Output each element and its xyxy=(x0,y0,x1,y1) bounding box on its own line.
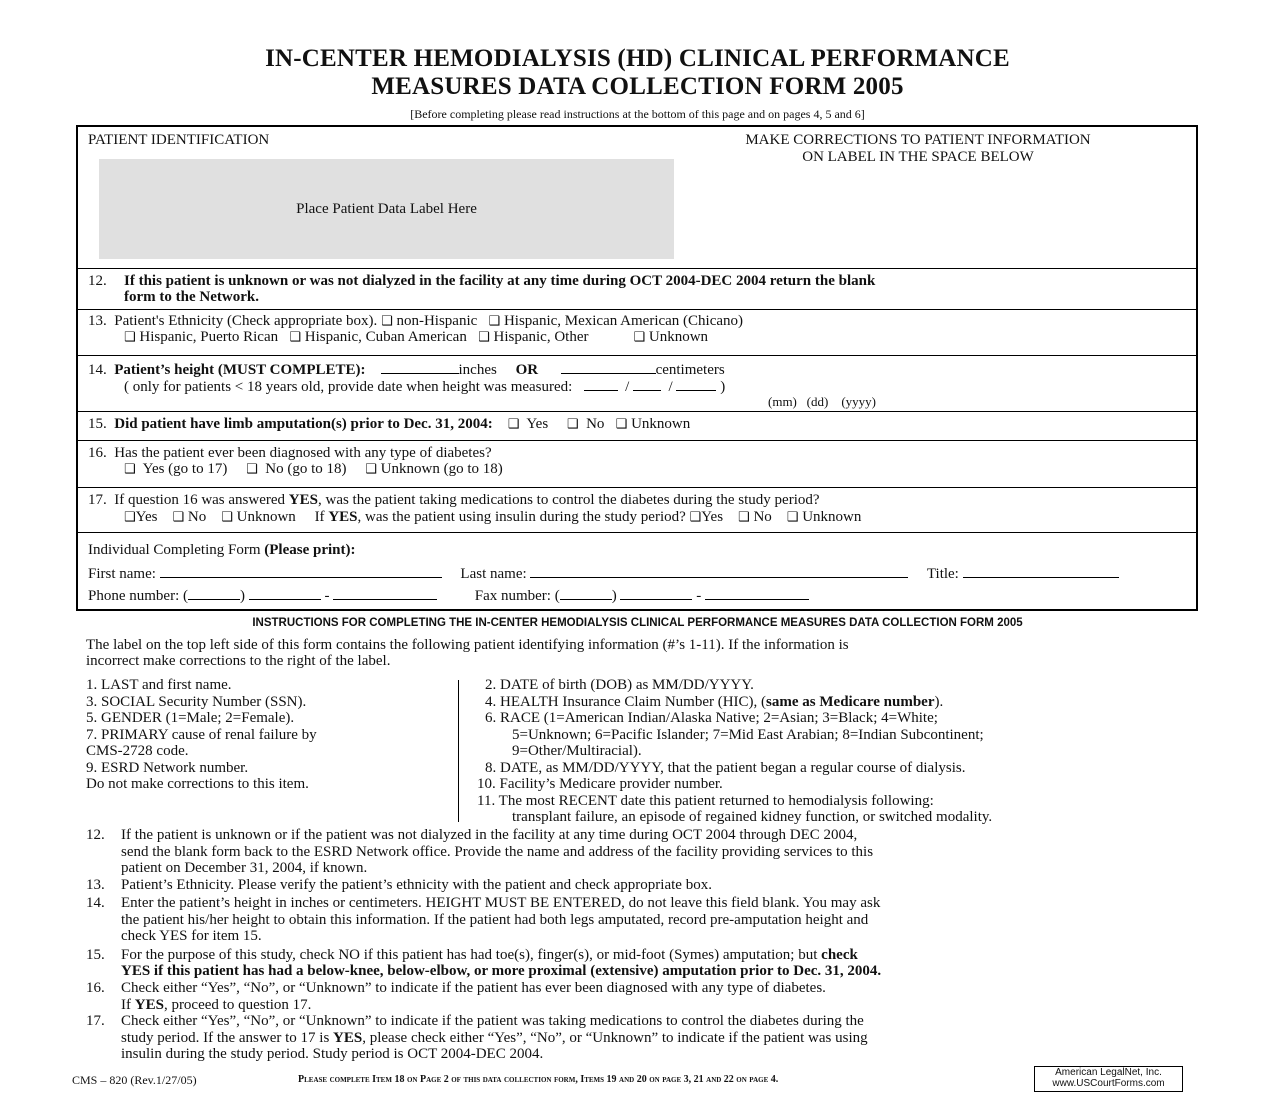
q13-option-other: Hispanic, Other xyxy=(493,329,589,345)
instruction-17-3: insulin during the study period. Study period is OCT 2004-DEC 2004. xyxy=(121,1046,544,1062)
q16-prompt: 16. Has the patient ever been diagnosed with any type of diabetes? xyxy=(88,445,492,461)
q13-options-row2 xyxy=(124,329,708,346)
label-item-7-cont: CMS-2728 code. xyxy=(86,743,189,759)
label-item-2: 2. DATE of birth (DOB) as MM/DD/YYYY. xyxy=(485,677,754,693)
q13-option-unknown: Unknown xyxy=(648,329,709,345)
instruction-12-number: 12. xyxy=(86,827,105,843)
instruction-17-1: Check either “Yes”, “No”, or “Unknown” to indicate if the patient was taking medications to control the diabetes during the xyxy=(121,1013,864,1029)
fax-prefix-input[interactable] xyxy=(620,586,692,600)
instruction-14-3: check YES for item 15. xyxy=(121,928,262,944)
divider xyxy=(78,411,1196,412)
label-item-9-cont: Do not make corrections to this item. xyxy=(86,776,309,792)
checkbox[interactable]: ❑ xyxy=(221,510,233,525)
data-collection-form xyxy=(76,125,1198,611)
checkbox[interactable]: ❑ xyxy=(488,314,501,329)
q14-height-row: 14. Patient’s height (MUST COMPLETE): inches OR centimeters xyxy=(88,362,725,378)
phone-line-input[interactable] xyxy=(333,586,437,600)
footer-note: Please complete Item 18 on Page 2 of this data collection form, Items 19 and 20 on page 3, 21 and 22 on page 4. xyxy=(298,1074,779,1085)
checkbox[interactable]: ❑ xyxy=(381,314,393,329)
instruction-15-1: For the purpose of this study, check NO if this patient has had toe(s), finger(s), or mid-foot (Symes) amputation; but check xyxy=(121,947,858,963)
checkbox[interactable]: ❑ xyxy=(124,330,136,345)
instructions-intro-1: The label on the top left side of this form contains the following patient identifying information (#’s 1-11). If the information is xyxy=(86,637,849,653)
q15-row: 15. Did patient have limb amputation(s) prior to Dec. 31, 2004: ❑ Yes ❑ No ❑ Unknown xyxy=(88,416,691,432)
divider xyxy=(78,487,1196,488)
corrections-heading-1: MAKE CORRECTIONS TO PATIENT INFORMATION xyxy=(745,132,1091,148)
checkbox[interactable]: ❑ xyxy=(507,417,520,432)
instruction-12-3: patient on December 31, 2004, if known. xyxy=(121,860,368,876)
checkbox[interactable]: ❑ xyxy=(786,510,799,525)
form-id: CMS – 820 (Rev.1/27/05) xyxy=(72,1073,197,1087)
label-item-8: 8. DATE, as MM/DD/YYYY, that the patient began a regular course of dialysis. xyxy=(485,760,966,776)
patient-label-area[interactable] xyxy=(99,159,674,259)
height-inches-input[interactable] xyxy=(381,360,459,374)
instruction-14-1: Enter the patient’s height in inches or centimeters. HEIGHT MUST BE ENTERED, do not leave this field blank. You may ask xyxy=(121,895,881,911)
height-date-dd-input[interactable] xyxy=(633,377,661,391)
checkbox[interactable]: ❑ xyxy=(365,462,377,477)
checkbox[interactable]: ❑ xyxy=(124,510,136,525)
divider xyxy=(78,440,1196,441)
label-item-6-cont2: 9=Other/Multiracial). xyxy=(512,743,642,759)
label-item-1: 1. LAST and first name. xyxy=(86,677,232,693)
instruction-12-2: send the blank form back to the ESRD Network office. Provide the name and address of the facility providing services to this xyxy=(121,844,874,860)
q14-date-labels: (mm) (dd) (yyyy) xyxy=(768,394,876,409)
q13-option-mexican: Hispanic, Mexican American (Chicano) xyxy=(503,313,744,329)
checkbox[interactable]: ❑ xyxy=(478,330,490,345)
q16-options: ❑ Yes (go to 17) ❑ No (go to 18) ❑ Unknown (go to 18) xyxy=(124,461,503,477)
completer-phone-row: Phone number: ( ) - Fax number: ( ) - xyxy=(88,586,809,605)
label-item-9: 9. ESRD Network number. xyxy=(86,760,249,776)
instruction-13-number: 13. xyxy=(86,877,105,893)
form-title-line1: IN-CENTER HEMODIALYSIS (HD) CLINICAL PERFORMANCE xyxy=(265,45,1010,72)
q12-text-1: If this patient is unknown or was not dialyzed in the facility at any time during OCT 2004-DEC 2004 return the blank xyxy=(124,273,876,289)
checkbox[interactable]: ❑ xyxy=(124,462,136,477)
instruction-17-number: 17. xyxy=(86,1013,105,1029)
q12-text-2: form to the Network. xyxy=(124,289,259,305)
instruction-15-2: YES if this patient has had a below-knee, below-elbow, or more proximal (extensive) amputation prior to Dec. 31, 2004. xyxy=(121,963,882,979)
checkbox[interactable]: ❑ xyxy=(689,510,702,525)
fax-line-input[interactable] xyxy=(705,586,809,600)
q13-option-non-hispanic: non-Hispanic xyxy=(396,313,478,329)
label-item-4: 4. HEALTH Insurance Claim Number (HIC), (same as Medicare number). xyxy=(485,694,944,710)
corrections-area[interactable] xyxy=(678,167,1178,267)
divider xyxy=(78,532,1196,533)
form-title-line2: MEASURES DATA COLLECTION FORM 2005 xyxy=(371,73,904,100)
last-name-input[interactable] xyxy=(530,564,908,578)
checkbox[interactable]: ❑ xyxy=(172,510,185,525)
q15-prompt: Did patient have limb amputation(s) prior to Dec. 31, 2004: xyxy=(114,416,493,432)
completer-heading: Individual Completing Form (Please print): xyxy=(88,542,356,558)
checkbox[interactable]: ❑ xyxy=(289,330,302,345)
q14-prompt: Patient’s height (MUST COMPLETE): xyxy=(114,362,366,378)
divider xyxy=(78,355,1196,356)
checkbox[interactable]: ❑ xyxy=(615,417,628,432)
label-item-7: 7. PRIMARY cause of renal failure by xyxy=(86,727,317,743)
instruction-14-number: 14. xyxy=(86,895,105,911)
q17-options: ❑Yes ❑ No ❑ Unknown If YES, was the patient using insulin during the study period? ❑Yes ❑ No ❑ Unknown xyxy=(124,509,862,525)
form-subtitle: [Before completing please read instructions at the bottom of this page and on pages 4, 5 and 6] xyxy=(410,107,865,121)
instructions-intro-2: incorrect make corrections to the right of the label. xyxy=(86,653,391,669)
label-item-3: 3. SOCIAL Security Number (SSN). xyxy=(86,694,307,710)
height-date-yyyy-input[interactable] xyxy=(676,377,716,391)
instruction-16-number: 16. xyxy=(86,980,105,996)
q12-number: 12. xyxy=(88,273,107,289)
divider xyxy=(78,268,1196,269)
instruction-16-1: Check either “Yes”, “No”, or “Unknown” to indicate if the patient has ever been diagnosed with any type of diabetes. xyxy=(121,980,826,996)
instruction-12-1: If the patient is unknown or if the patient was not dialyzed in the facility at any time during OCT 2004 through DEC 2004, xyxy=(121,827,858,843)
phone-prefix-input[interactable] xyxy=(249,586,321,600)
instruction-15-number: 15. xyxy=(86,947,105,963)
column-divider xyxy=(458,680,459,822)
brand-url: www.USCourtForms.com xyxy=(1052,1078,1165,1089)
label-item-10: 10. Facility’s Medicare provider number. xyxy=(477,776,723,792)
title-input[interactable] xyxy=(963,564,1119,578)
patient-label-placeholder: Place Patient Data Label Here xyxy=(296,200,477,217)
q13-prompt: 13. Patient's Ethnicity (Check appropriate box). ❑ non-Hispanic ❑ Hispanic, Mexican American (Chicano) xyxy=(88,313,744,329)
checkbox[interactable]: ❑ xyxy=(738,510,750,525)
checkbox[interactable]: ❑ xyxy=(633,330,646,345)
fax-area-input[interactable] xyxy=(560,586,612,600)
patient-id-heading: PATIENT IDENTIFICATION xyxy=(88,132,270,148)
instruction-17-2: study period. If the answer to 17 is YES, please check either “Yes”, “No”, or “Unknown” to indicate if the patient was using xyxy=(121,1030,868,1046)
instruction-13: Patient’s Ethnicity. Please verify the patient’s ethnicity with the patient and check appropriate box. xyxy=(121,877,712,893)
label-item-6: 6. RACE (1=American Indian/Alaska Native; 2=Asian; 3=Black; 4=White; xyxy=(485,710,938,726)
height-date-mm-input[interactable] xyxy=(584,377,618,391)
first-name-input[interactable] xyxy=(160,564,442,578)
q17-prompt: 17. If question 16 was answered YES, was the patient taking medications to control the diabetes during the study period? xyxy=(88,492,820,508)
brand-box[interactable] xyxy=(1034,1066,1183,1092)
checkbox[interactable]: ❑ xyxy=(246,462,258,477)
height-cm-input[interactable] xyxy=(561,360,656,374)
label-item-11: 11. The most RECENT date this patient returned to hemodialysis following: xyxy=(477,793,934,809)
instructions-heading: INSTRUCTIONS FOR COMPLETING THE IN-CENTER HEMODIALYSIS CLINICAL PERFORMANCE MEASURES DATA COLLECTION FORM 2005 xyxy=(252,617,1023,629)
q13-option-puerto-rican: Hispanic, Puerto Rican xyxy=(139,329,279,345)
q13-option-cuban: Hispanic, Cuban American xyxy=(304,329,467,345)
checkbox[interactable]: ❑ xyxy=(566,417,579,432)
label-item-5: 5. GENDER (1=Male; 2=Female). xyxy=(86,710,295,726)
brand-name: American LegalNet, Inc. xyxy=(1055,1067,1162,1078)
corrections-heading-2: ON LABEL IN THE SPACE BELOW xyxy=(802,149,1034,165)
label-item-11-cont: transplant failure, an episode of regained kidney function, or switched modality. xyxy=(512,809,993,825)
instruction-14-2: the patient his/her height to obtain this information. If the patient had both legs amputated, record pre-amputation height and xyxy=(121,912,869,928)
divider xyxy=(78,309,1196,310)
instruction-16-2: If YES, proceed to question 17. xyxy=(121,997,312,1013)
q14-date-row: ( only for patients < 18 years old, provide date when height was measured: / / ) xyxy=(124,379,726,395)
label-item-6-cont1: 5=Unknown; 6=Pacific Islander; 7=Mid East Arabian; 8=Indian Subcontinent; xyxy=(512,727,984,743)
completer-name-row: First name: Last name: Title: xyxy=(88,564,1119,583)
phone-area-input[interactable] xyxy=(188,586,240,600)
